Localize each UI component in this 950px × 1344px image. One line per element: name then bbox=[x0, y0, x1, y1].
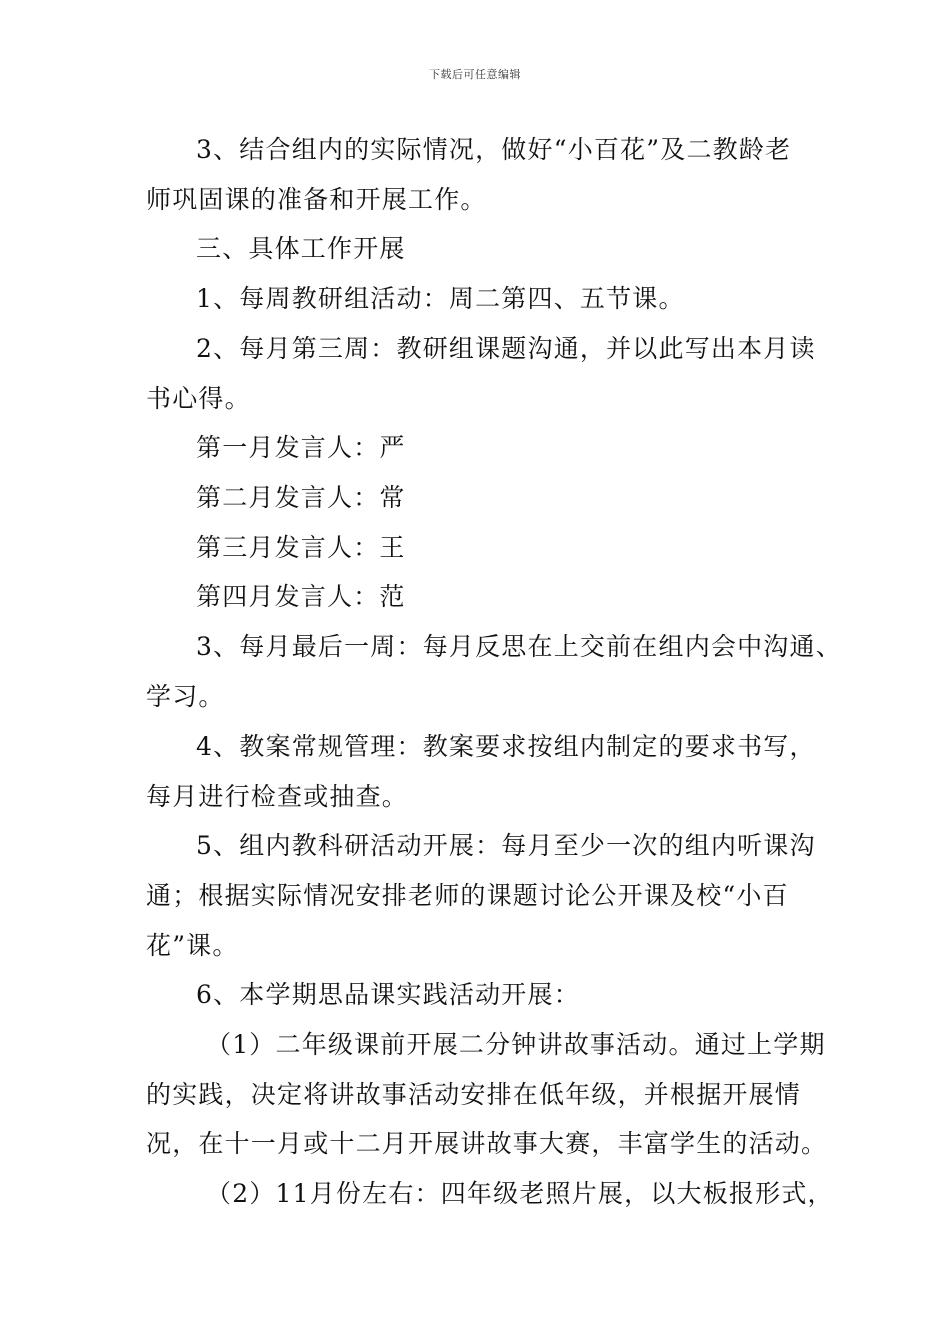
section-heading: 三、具体工作开展 bbox=[196, 234, 406, 263]
paragraph-line: 4、教案常规管理：教案要求按组内制定的要求书写， bbox=[196, 732, 816, 761]
paragraph-line: 6、本学期思品课实践活动开展： bbox=[196, 980, 580, 1009]
paragraph-line: 的实践，决定将讲故事活动安排在低年级，并根据开展情 bbox=[146, 1080, 802, 1109]
paragraph-line: 书心得。 bbox=[146, 384, 251, 413]
paragraph-line: （2）11月份左右：四年级老照片展，以大板报形式， bbox=[206, 1179, 834, 1208]
paragraph-line: 每月进行检查或抽查。 bbox=[146, 782, 409, 811]
paragraph-line: 花”课。 bbox=[146, 931, 239, 960]
speaker-line: 第二月发言人：常 bbox=[196, 483, 406, 512]
speaker-line: 第一月发言人：严 bbox=[196, 433, 406, 462]
paragraph-line: 1、每周教研组活动：周二第四、五节课。 bbox=[196, 284, 685, 313]
paragraph-line: 通；根据实际情况安排老师的课题讨论公开课及校“小百 bbox=[146, 881, 789, 910]
paragraph-line: （1）二年级课前开展二分钟讲故事活动。通过上学期 bbox=[206, 1030, 826, 1059]
paragraph-line: 况，在十一月或十二月开展讲故事大赛，丰富学生的活动。 bbox=[146, 1129, 828, 1158]
speaker-line: 第三月发言人：王 bbox=[196, 533, 406, 562]
paragraph-line: 2、每月第三周：教研组课题沟通，并以此写出本月读 bbox=[196, 334, 816, 363]
paragraph-line: 师巩固课的准备和开展工作。 bbox=[146, 185, 487, 214]
paragraph-line: 学习。 bbox=[146, 682, 225, 711]
paragraph-line: 3、每月最后一周：每月反思在上交前在组内会中沟通、 bbox=[196, 632, 842, 661]
paragraph-line: 3、结合组内的实际情况，做好“小百花”及二教龄老 bbox=[196, 135, 792, 164]
speaker-line: 第四月发言人：范 bbox=[196, 582, 406, 611]
page-header-note: 下载后可任意编辑 bbox=[429, 68, 521, 81]
paragraph-line: 5、组内教科研活动开展：每月至少一次的组内听课沟 bbox=[196, 831, 816, 860]
